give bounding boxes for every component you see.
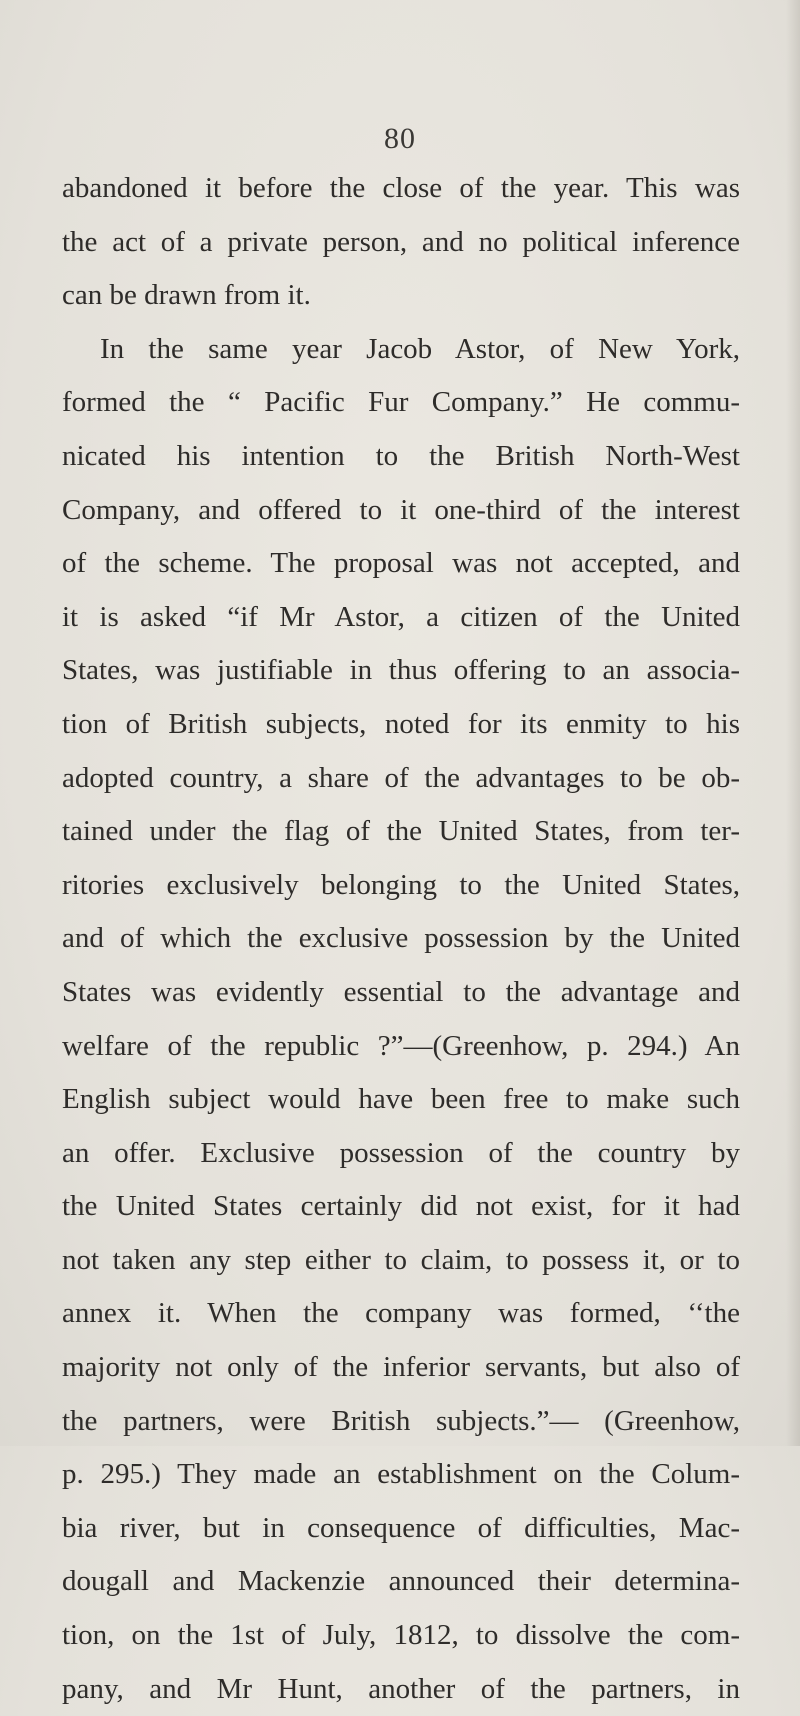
text-line: p. 295.) They made an establishment on the Colum- bbox=[62, 1458, 740, 1491]
text-line: tained under the flag of the United States, from ter- bbox=[62, 815, 740, 848]
text-line: annex it. When the company was formed, ‘‘the bbox=[62, 1297, 740, 1330]
text-line: of the scheme. The proposal was not accepted, and bbox=[62, 547, 740, 580]
text-line: English subject would have been free to make such bbox=[62, 1083, 740, 1116]
text-line: States, was justifiable in thus offering to an associa- bbox=[62, 654, 740, 687]
text-line: it is asked “if Mr Astor, a citizen of the United bbox=[62, 600, 740, 633]
text-line: majority not only of the inferior servants, but also of bbox=[62, 1351, 740, 1384]
text-line: the United States certainly did not exist, for it had bbox=[62, 1190, 740, 1223]
text-line: the partners, were British subjects.”— (Greenhow, bbox=[62, 1404, 740, 1437]
text-line: an offer. Exclusive possession of the country by bbox=[62, 1136, 740, 1169]
text-line: and of which the exclusive possession by the United bbox=[62, 922, 740, 955]
text-line: welfare of the republic ?”—(Greenhow, p. 294.) An bbox=[62, 1029, 740, 1062]
text-line: formed the “ Pacific Fur Company.” He commu- bbox=[62, 386, 740, 419]
text-line: dougall and Mackenzie announced their determina- bbox=[62, 1565, 740, 1598]
text-line: States was evidently essential to the advantage and bbox=[62, 975, 740, 1008]
paragraph-start-line: In the same year Jacob Astor, of New York, bbox=[100, 332, 740, 365]
text-line: adopted country, a share of the advantages to be ob- bbox=[62, 761, 740, 794]
text-line: the act of a private person, and no political inference bbox=[62, 225, 740, 258]
text-line: tion, on the 1st of July, 1812, to dissolve the com- bbox=[62, 1619, 740, 1652]
text-line: bia river, but in consequence of difficulties, Mac- bbox=[62, 1511, 740, 1544]
text-line: abandoned it before the close of the year. This was bbox=[62, 172, 740, 204]
text-line: can be drawn from it. bbox=[62, 279, 311, 312]
page-number: 80 bbox=[384, 122, 416, 155]
page-edge-shadow bbox=[786, 0, 800, 1446]
body-text bbox=[62, 162, 740, 1716]
text-line: nicated his intention to the British North-West bbox=[62, 439, 740, 472]
text-line: not taken any step either to claim, to possess it, or to bbox=[62, 1243, 740, 1276]
text-line: ritories exclusively belonging to the United States, bbox=[62, 868, 740, 901]
text-line: Company, and offered to it one-third of the interest bbox=[62, 493, 740, 526]
text-line: tion of British subjects, noted for its enmity to his bbox=[62, 707, 740, 740]
text-line: pany, and Mr Hunt, another of the partners, in bbox=[62, 1672, 740, 1705]
